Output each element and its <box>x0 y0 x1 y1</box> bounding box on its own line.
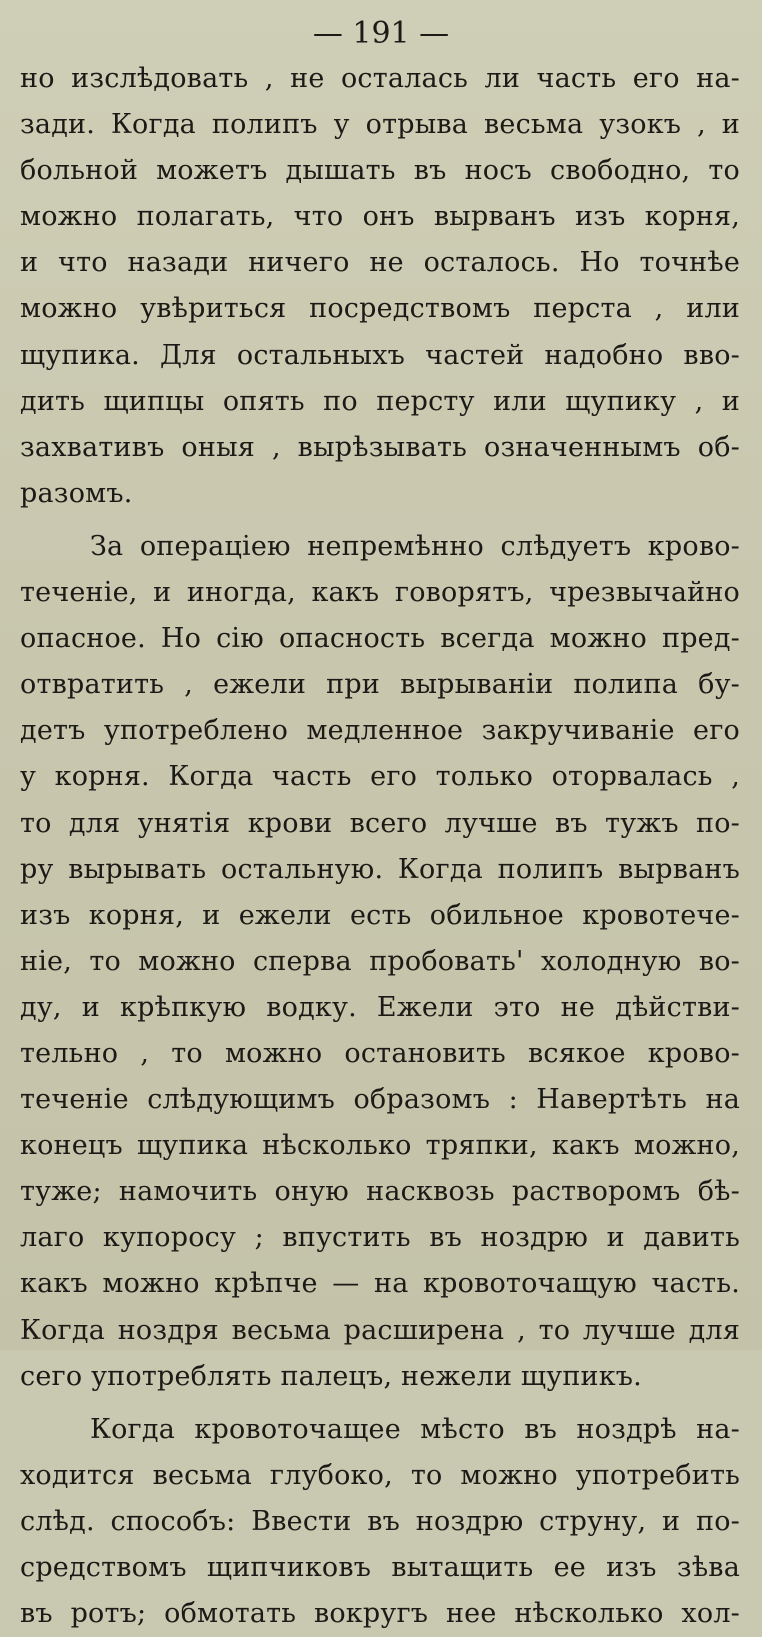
text-line: но изслѣдовать , не осталась ли часть его на- <box>20 63 740 94</box>
text-line: можно полагать, что онъ вырванъ изъ корня, <box>20 201 740 233</box>
page-number: — 191 — <box>312 16 450 51</box>
text-line: ніе, то можно сперва пробовать' холодную во- <box>20 945 740 977</box>
text-line: щупика. Для остальныхъ частей надобно вво- <box>20 339 740 371</box>
text-line: въ ротъ; обмотать вокругъ нее нѣсколько хол- <box>20 1598 740 1630</box>
text-line: отвратить , ежели при вырываніи полипа бу- <box>20 669 740 701</box>
text-line: то для унятія крови всего лучше въ тужъ по- <box>20 807 740 839</box>
paragraph-gap <box>20 517 740 524</box>
text-line: конецъ щупика нѣсколько тряпки, какъ можно, <box>20 1130 740 1162</box>
text-line: у корня. Когда часть его только оторвалась , <box>20 761 740 793</box>
text-line: детъ употреблено медленное закручиваніе его <box>20 715 740 747</box>
text-line: дить щипцы опять по персту или щупику , и <box>20 385 740 417</box>
text-line: теченіе слѣдующимъ образомъ : Навертѣть на <box>20 1084 740 1116</box>
text-line: опасное. Но сію опасность всегда можно пред- <box>20 623 740 655</box>
text-line: разомъ. <box>20 477 133 509</box>
paragraph-2 <box>20 524 740 1400</box>
paragraph-gap <box>20 1400 740 1407</box>
text-line: ходится весьма глубоко, то можно употребить <box>20 1459 740 1491</box>
text-line: изъ корня, и ежели есть обильное кровотече- <box>20 899 740 931</box>
text-line: какъ можно крѣпче — на кровоточащую часть. <box>20 1268 740 1300</box>
text-line: захвативъ оныя , вырѣзывать означеннымъ об- <box>20 431 740 463</box>
text-line: тельно , то можно остановить всякое крово- <box>20 1037 740 1069</box>
paragraph-1 <box>20 56 740 517</box>
text-line: средствомъ щипчиковъ вытащить ее изъ зѣва <box>20 1552 740 1583</box>
text-line: ру вырывать остальную. Когда полипъ вырванъ <box>20 853 740 885</box>
text-line: слѣд. способъ: Ввести въ ноздрю струну, и по- <box>20 1505 740 1537</box>
text-line: сего употреблять палецъ, нежели щупикъ. <box>20 1360 642 1392</box>
text-line: Когда кровоточащее мѣсто въ ноздрѣ на- <box>90 1413 740 1445</box>
text-line: теченіе, и иногда, какъ говорятъ, чрезвычайно <box>20 577 740 609</box>
text-line: лаго купоросу ; впустить въ ноздрю и давить <box>20 1222 740 1254</box>
text-line: ду, и крѣпкую водку. Ежели это не дѣйстви- <box>20 991 740 1023</box>
text-line: больной можетъ дышать въ носъ свободно, то <box>20 155 740 187</box>
text-line: и что назади ничего не осталось. Но точнѣе <box>20 247 740 279</box>
text-line: можно увѣриться посредствомъ перста , или <box>20 293 740 325</box>
text-line: туже; намочить оную насквозь растворомъ бѣ- <box>20 1176 740 1208</box>
paragraph-3 <box>20 1407 740 1637</box>
text-line: Когда ноздря весьма расширена , то лучше для <box>20 1314 740 1346</box>
page-text <box>20 56 740 1637</box>
text-line: За операціею непремѣнно слѣдуетъ крово- <box>90 530 740 562</box>
text-line: зади. Когда полипъ у отрыва весьма узокъ , и <box>20 109 740 141</box>
